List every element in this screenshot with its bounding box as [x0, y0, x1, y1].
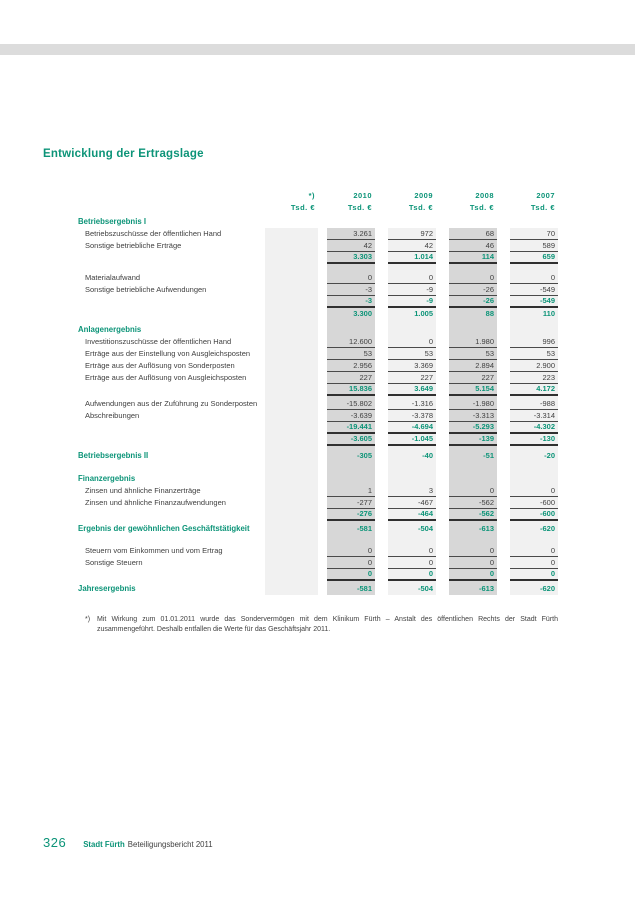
cell-value: 42 [327, 240, 375, 252]
cell-value: 15.836 [327, 384, 375, 396]
column-header-2008: 2008 [475, 191, 494, 200]
row-label: Sonstige Steuern [85, 558, 143, 567]
cell-note-column [265, 240, 318, 252]
table-row [78, 296, 558, 308]
footer-report-title: Beteiligungsbericht 2011 [127, 840, 213, 849]
cell-value: -600 [510, 509, 558, 521]
cell-value: -9 [388, 284, 436, 296]
row-spacer [78, 264, 558, 272]
cell-value: 1.005 [414, 309, 433, 318]
cell-value: 0 [449, 569, 497, 581]
cell-value: -4.302 [510, 422, 558, 434]
cell-note-column [265, 296, 318, 308]
cell-note-column [265, 450, 318, 462]
row-spacer [78, 535, 558, 545]
cell-value: -15.802 [327, 398, 375, 410]
cell-value: 972 [388, 228, 436, 240]
cell-value: -613 [478, 584, 494, 593]
table-row [78, 308, 558, 320]
cell-value: -139 [449, 434, 497, 446]
section-header-row [78, 216, 558, 228]
cell-value: -19.441 [327, 422, 375, 434]
cell-value: 0 [388, 557, 436, 569]
cell-note-column [265, 252, 318, 264]
cell-value: -3 [327, 284, 375, 296]
cell-value: -276 [327, 509, 375, 521]
cell-value: 0 [449, 272, 497, 284]
cell-empty [449, 473, 497, 485]
cell-value: -620 [539, 584, 555, 593]
cell-value: 0 [510, 272, 558, 284]
cell-value: 0 [327, 272, 375, 284]
cell-empty [327, 216, 375, 228]
cell-value: 4.172 [510, 384, 558, 396]
cell-value: -562 [449, 497, 497, 509]
page-number: 326 [43, 835, 67, 850]
row-label: Zinsen und ähnliche Finanzaufwendungen [85, 498, 226, 507]
cell-value: 227 [449, 372, 497, 384]
cell-empty [510, 473, 558, 485]
column-unit: Tsd. € [290, 203, 315, 212]
column-header-: *) [308, 191, 315, 200]
row-label: Aufwendungen aus der Zuführung zu Sonderposten [85, 399, 258, 408]
cell-value: -20 [544, 451, 555, 460]
table-body [78, 216, 558, 595]
cell-value: 0 [449, 485, 497, 497]
cell-empty [388, 216, 436, 228]
cell-note-column [265, 545, 318, 557]
cell-value: 0 [388, 272, 436, 284]
table-row [78, 272, 558, 284]
page-title: Entwicklung der Ertragslage [43, 148, 204, 160]
row-label: Materialaufwand [85, 273, 141, 282]
row-label: Zinsen und ähnliche Finanzerträge [85, 486, 201, 495]
cell-value: 0 [388, 569, 436, 581]
cell-note-column [265, 228, 318, 240]
row-label: Betriebsergebnis I [78, 217, 147, 226]
cell-note-column [265, 434, 318, 446]
cell-note-column [265, 497, 318, 509]
cell-value: -40 [422, 451, 433, 460]
section-header-row [78, 473, 558, 485]
cell-value: 53 [510, 348, 558, 360]
table-row [78, 348, 558, 360]
cell-value: -130 [510, 434, 558, 446]
cell-value: 0 [449, 545, 497, 557]
cell-value: 70 [510, 228, 558, 240]
table-row [78, 557, 558, 569]
cell-value: -581 [356, 584, 372, 593]
cell-note-column [265, 308, 318, 320]
cell-value: 68 [449, 228, 497, 240]
cell-value: 53 [449, 348, 497, 360]
cell-value: -5.293 [449, 422, 497, 434]
cell-value: -305 [356, 451, 372, 460]
cell-value: 12.600 [327, 336, 375, 348]
cell-value: 0 [327, 545, 375, 557]
table-row [78, 523, 558, 535]
cell-value: 0 [510, 569, 558, 581]
cell-value: 659 [510, 252, 558, 264]
cell-value: 0 [327, 557, 375, 569]
row-label: Finanzergebnis [78, 474, 136, 483]
row-label: Investitionszuschüsse der öffentlichen Hand [85, 337, 232, 346]
cell-value: -1.316 [388, 398, 436, 410]
cell-value: -4.694 [388, 422, 436, 434]
cell-value: 1 [327, 485, 375, 497]
table-row [78, 384, 558, 396]
cell-value: -3.313 [449, 410, 497, 422]
cell-value: -1.045 [388, 434, 436, 446]
cell-value: -504 [417, 524, 433, 533]
column-header-2009: 2009 [414, 191, 433, 200]
column-header-2007: 2007 [536, 191, 555, 200]
cell-empty [327, 473, 375, 485]
cell-value: -549 [510, 296, 558, 308]
cell-note-column [265, 410, 318, 422]
header-year-row [78, 190, 558, 202]
cell-value: -3.378 [388, 410, 436, 422]
cell-note-column [265, 557, 318, 569]
row-label: Abschreibungen [85, 411, 140, 420]
cell-value: 227 [327, 372, 375, 384]
cell-value: -562 [449, 509, 497, 521]
cell-empty [327, 324, 375, 336]
section-header-row [78, 324, 558, 336]
cell-value: 1.980 [449, 336, 497, 348]
cell-value: 996 [510, 336, 558, 348]
table-row [78, 372, 558, 384]
cell-value: 223 [510, 372, 558, 384]
cell-note-column [265, 523, 318, 535]
cell-value: -9 [388, 296, 436, 308]
table-row [78, 284, 558, 296]
cell-value: 0 [510, 557, 558, 569]
page-footer [43, 835, 213, 850]
cell-value: 88 [485, 309, 494, 318]
column-unit: Tsd. € [530, 203, 555, 212]
cell-empty [388, 324, 436, 336]
cell-value: -3.314 [510, 410, 558, 422]
column-header-2010: 2010 [353, 191, 372, 200]
table-row [78, 398, 558, 410]
cell-value: 3.300 [353, 309, 372, 318]
row-label: Sonstige betriebliche Aufwendungen [85, 285, 207, 294]
row-label: Steuern vom Einkommen und vom Ertrag [85, 546, 223, 555]
cell-value: 114 [449, 252, 497, 264]
table-row [78, 434, 558, 446]
cell-value: -988 [510, 398, 558, 410]
cell-note-column [265, 360, 318, 372]
cell-value: 0 [510, 485, 558, 497]
cell-value: -1.980 [449, 398, 497, 410]
row-label: Sonstige betriebliche Erträge [85, 241, 182, 250]
table-row [78, 485, 558, 497]
header-label-spacer [78, 190, 265, 202]
cell-value: 2.956 [327, 360, 375, 372]
cell-value: -464 [388, 509, 436, 521]
table-row [78, 336, 558, 348]
table-row [78, 360, 558, 372]
row-label: Erträge aus der Einstellung von Ausgleichsposten [85, 349, 251, 358]
cell-empty [510, 216, 558, 228]
cell-empty [388, 473, 436, 485]
table-row [78, 450, 558, 462]
cell-value: 2.900 [510, 360, 558, 372]
row-label: Ergebnis der gewöhnlichen Geschäftstätigkeit [78, 524, 250, 533]
cell-value: 0 [449, 557, 497, 569]
cell-value: 53 [327, 348, 375, 360]
cell-note-column [265, 422, 318, 434]
top-bar [0, 44, 635, 55]
cell-note-column [265, 485, 318, 497]
row-label: Betriebsergebnis II [78, 451, 149, 460]
cell-value: -51 [483, 451, 494, 460]
cell-note-column [265, 569, 318, 581]
row-label: Erträge aus der Auflösung von Ausgleichsposten [85, 373, 247, 382]
cell-note-column [265, 509, 318, 521]
cell-note-column [265, 272, 318, 284]
cell-value: -581 [356, 524, 372, 533]
footnote [85, 615, 558, 634]
earnings-table [78, 190, 558, 595]
cell-value: -600 [510, 497, 558, 509]
row-label: Erträge aus der Auflösung von Sonderposten [85, 361, 235, 370]
header-label-spacer [78, 202, 265, 214]
cell-value: 0 [388, 545, 436, 557]
table-row [78, 228, 558, 240]
row-label: Anlagenergebnis [78, 325, 142, 334]
cell-value: 0 [388, 336, 436, 348]
table-row [78, 497, 558, 509]
cell-note-column [265, 473, 318, 485]
cell-empty [449, 216, 497, 228]
footer-brand: Stadt Fürth [83, 840, 125, 849]
cell-value: 53 [388, 348, 436, 360]
cell-value: 5.154 [449, 384, 497, 396]
table-row [78, 583, 558, 595]
cell-value: -26 [449, 284, 497, 296]
table-row [78, 509, 558, 521]
cell-value: 1.014 [388, 252, 436, 264]
table-row [78, 252, 558, 264]
cell-value: -26 [449, 296, 497, 308]
cell-value: -620 [539, 524, 555, 533]
cell-note-column [265, 216, 318, 228]
cell-value: -3.639 [327, 410, 375, 422]
cell-note-column [265, 398, 318, 410]
cell-value: -277 [327, 497, 375, 509]
cell-value: -504 [417, 584, 433, 593]
cell-value: 2.894 [449, 360, 497, 372]
header-unit-row [78, 202, 558, 214]
row-label: Betriebszuschüsse der öffentlichen Hand [85, 229, 222, 238]
table-row [78, 410, 558, 422]
cell-note-column [265, 384, 318, 396]
footnote-text: Mit Wirkung zum 01.01.2011 wurde das Sondervermögen mit dem Klinikum Fürth – Anstalt des öffentlichen Rechts der Stadt Fürth zusammengeführt. Deshalb entfallen die Werte für das Geschäftsjahr 2011. [97, 616, 558, 633]
table-header [78, 190, 558, 214]
cell-value: 3.303 [327, 252, 375, 264]
cell-value: -549 [510, 284, 558, 296]
cell-value: -467 [388, 497, 436, 509]
column-unit: Tsd. € [469, 203, 494, 212]
cell-value: 3.261 [327, 228, 375, 240]
table-row [78, 545, 558, 557]
cell-note-column [265, 583, 318, 595]
cell-empty [449, 324, 497, 336]
cell-value: 3 [388, 485, 436, 497]
footnote-marker: *) [85, 616, 91, 623]
cell-note-column [265, 372, 318, 384]
cell-value: 110 [542, 309, 555, 318]
row-spacer [78, 462, 558, 473]
table-row [78, 569, 558, 581]
cell-value: -3.605 [327, 434, 375, 446]
row-label: Jahresergebnis [78, 584, 136, 593]
cell-note-column [265, 324, 318, 336]
cell-value: 227 [388, 372, 436, 384]
cell-value: -613 [478, 524, 494, 533]
table-row [78, 240, 558, 252]
column-unit: Tsd. € [347, 203, 372, 212]
cell-empty [510, 324, 558, 336]
cell-note-column [265, 348, 318, 360]
cell-value: 0 [327, 569, 375, 581]
cell-value: 3.649 [388, 384, 436, 396]
cell-value: 589 [510, 240, 558, 252]
cell-value: 46 [449, 240, 497, 252]
cell-note-column [265, 284, 318, 296]
cell-value: 3.369 [388, 360, 436, 372]
cell-value: -3 [327, 296, 375, 308]
cell-note-column [265, 336, 318, 348]
table-row [78, 422, 558, 434]
column-unit: Tsd. € [408, 203, 433, 212]
cell-value: 0 [510, 545, 558, 557]
cell-value: 42 [388, 240, 436, 252]
